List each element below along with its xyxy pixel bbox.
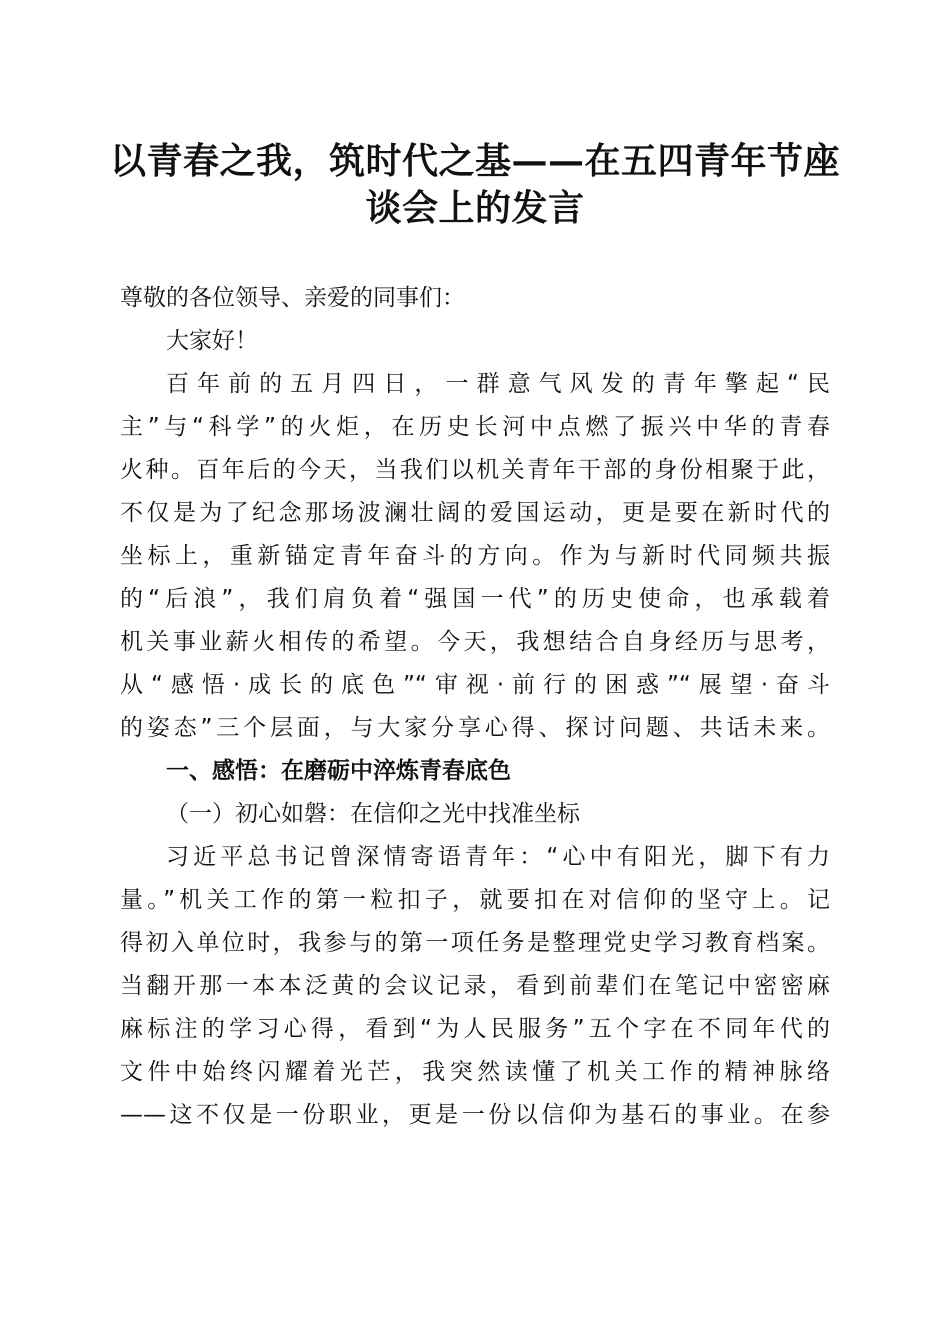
paragraph-2-line: 习近平总书记曾深情寄语青年：“心中有阳光，脚下有力 (166, 844, 830, 870)
paragraph-1-line: 的“后浪”，我们肩负着“强国一代”的历史使命，也承载着 (120, 586, 830, 612)
paragraph-1-line: 不仅是为了纪念那场波澜壮阔的爱国运动，更是要在新时代的 (120, 500, 830, 526)
subsection-1-heading: （一）初心如磐：在信仰之光中找准坐标 (166, 801, 580, 827)
paragraph-1-line: 主”与“科学”的火炬，在历史长河中点燃了振兴中华的青春 (120, 414, 830, 440)
paragraph-2-line: ——这不仅是一份职业，更是一份以信仰为基石的事业。在参 (120, 1102, 830, 1128)
paragraph-1-line: 机关事业薪火相传的希望。今天，我想结合自身经历与思考， (120, 629, 830, 655)
paragraph-2-line: 量。”机关工作的第一粒扣子，就要扣在对信仰的坚守上。记 (120, 887, 830, 913)
greeting: 尊敬的各位领导、亲爱的同事们： (120, 285, 465, 311)
paragraph-2-line: 文件中始终闪耀着光芒，我突然读懂了机关工作的精神脉络 (120, 1059, 830, 1085)
paragraph-2-line: 麻标注的学习心得，看到“为人民服务”五个字在不同年代的 (120, 1016, 830, 1042)
paragraph-1-line: 的姿态”三个层面，与大家分享心得、探讨问题、共话未来。 (120, 715, 830, 741)
paragraph-1-line: 火种。百年后的今天，当我们以机关青年干部的身份相聚于此， (120, 457, 830, 483)
paragraph-1-line: 百年前的五月四日，一群意气风发的青年擎起“民 (166, 371, 830, 397)
opening-salutation: 大家好！ (166, 328, 258, 354)
paragraph-1-line: 坐标上，重新锚定青年奋斗的方向。作为与新时代同频共振 (120, 543, 830, 569)
paragraph-2-line: 得初入单位时，我参与的第一项任务是整理党史学习教育档案。 (120, 930, 830, 956)
paragraph-1-line: 从“感悟·成长的底色”“审视·前行的困惑”“展望·奋斗 (120, 672, 830, 698)
document-title-line-2: 谈会上的发言 (365, 187, 585, 229)
paragraph-2-line: 当翻开那一本本泛黄的会议记录，看到前辈们在笔记中密密麻 (120, 973, 830, 999)
section-1-heading: 一、感悟：在磨砺中淬炼青春底色 (166, 758, 511, 784)
document-title-line-1: 以青春之我，筑时代之基——在五四青年节座 (109, 140, 840, 182)
